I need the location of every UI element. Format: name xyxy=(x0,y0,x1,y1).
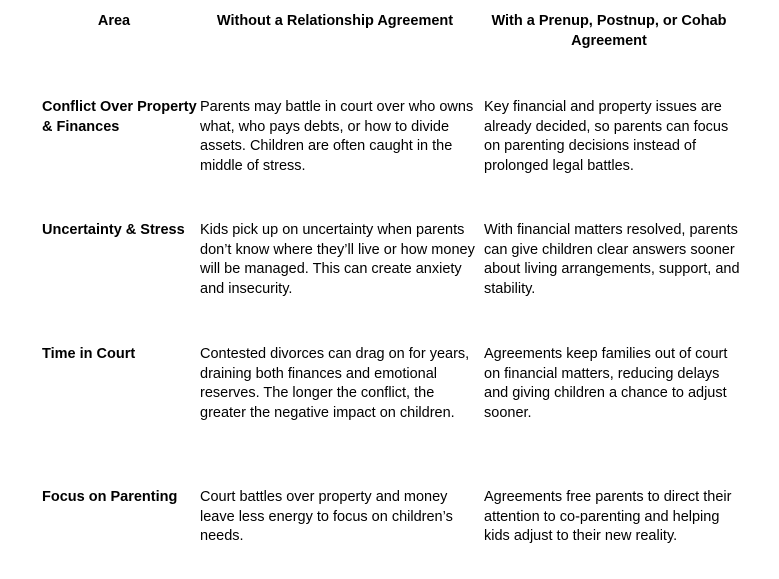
row-with-text: Agreements free parents to direct their attention to co-parenting and helping kids adjust to their new reality. xyxy=(484,489,732,544)
header-area: Area xyxy=(97,13,131,29)
header-without-agreement: Without a Relationship Agreement xyxy=(216,13,454,29)
row-area-label: Focus on Parenting xyxy=(42,489,178,505)
row-without-text: Kids pick up on uncertainty when parents don’t know where they’ll live or how money will be managed. This can create anxiety and insecurity. xyxy=(200,222,475,297)
row-with-text: Key financial and property issues are already decided, so parents can focus on parenting decisions instead of prolonged legal battles. xyxy=(484,99,729,174)
row-without-text: Parents may battle in court over who owns what, who pays debts, or how to divide assets. Children are often caught in the middle of stress. xyxy=(200,99,474,174)
row-without-text: Contested divorces can drag on for years, draining both finances and emotional reserves. The longer the conflict, the greater the negative impact on children. xyxy=(200,346,470,421)
row-area-label: Time in Court xyxy=(42,346,136,362)
row-without-text: Court battles over property and money leave less energy to focus on children’s needs. xyxy=(200,489,453,544)
row-area-label: Conflict Over Property & Finances xyxy=(42,99,197,135)
row-area-label: Uncertainty & Stress xyxy=(42,222,185,238)
row-with-text: Agreements keep families out of court on financial matters, reducing delays and giving children a chance to adjust sooner. xyxy=(484,346,728,421)
row-with-text: With financial matters resolved, parents can give children clear answers sooner about living arrangements, support, and stability. xyxy=(484,222,740,297)
header-with-agreement: With a Prenup, Postnup, or Cohab Agreement xyxy=(491,13,727,49)
